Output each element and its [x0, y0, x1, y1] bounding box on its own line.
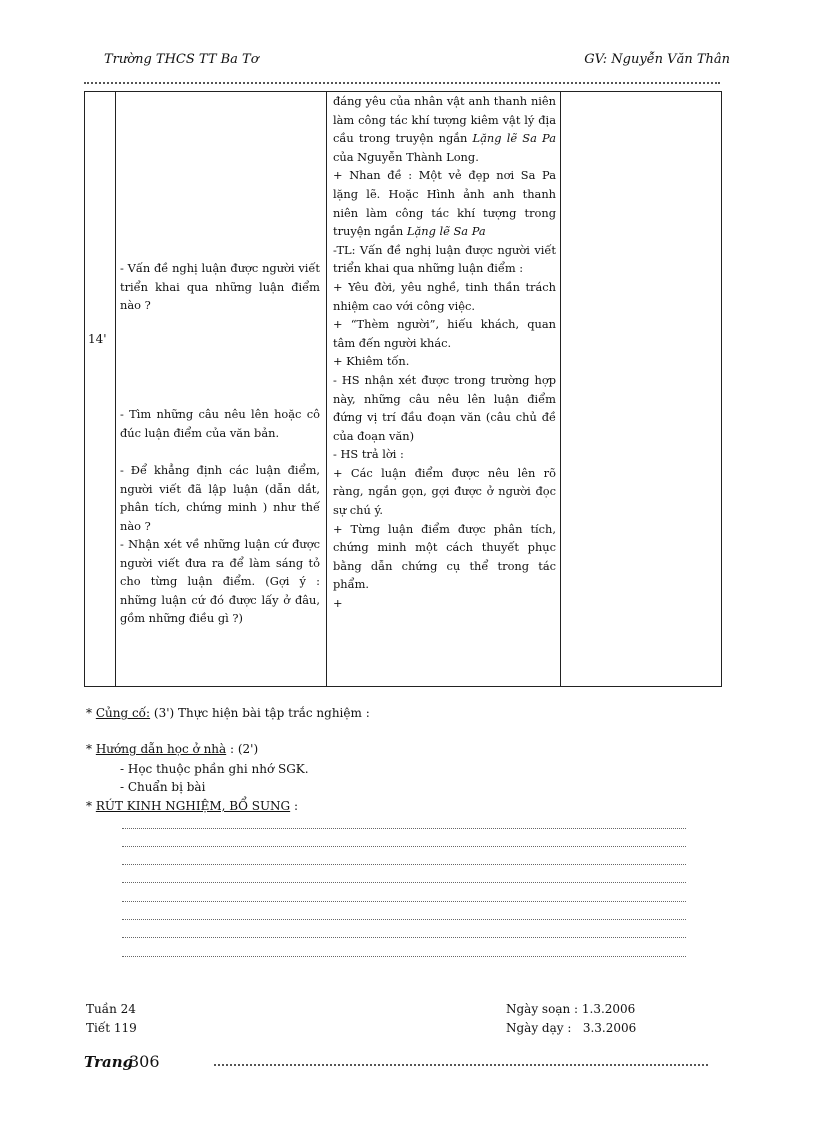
writing-line — [122, 882, 686, 883]
writing-line — [122, 919, 686, 920]
student-paragraph-2: + Nhan đề : Một vẻ đẹp nơi Sa Pa lặng lẽ. Hoặc Hình ảnh anh thanh niên làm công tác khí tượng trong truyện ngắn Lặng lẽ Sa Pa — [333, 168, 556, 239]
student-line: - HS nhận xét được trong trường hợp này, những câu nêu lên luận điểm đứng vị trí đầu đoạn văn (câu chủ đề của đoạn văn) — [333, 372, 556, 443]
cungco-section: * Củng cố: (3') Thực hiện bài tập trắc nghiệm : — [86, 706, 370, 720]
lesson-table — [84, 91, 722, 687]
question-3: - Để khẳng định các luận điểm, người viết đã lập luận (dẫn dắt, phân tích, chứng minh ) như thế nào ? — [120, 463, 320, 533]
writing-line — [122, 828, 686, 829]
student-activity-cell — [327, 92, 561, 687]
student-line: -TL: Vấn đề nghị luận được người viết triển khai qua những luận điểm : — [333, 242, 556, 276]
student-line: + — [333, 596, 343, 611]
writing-line — [122, 864, 686, 865]
question-1: - Vấn đề nghị luận được người viết triển khai qua những luận điểm nào ? — [120, 261, 320, 313]
homework-item: - Chuẩn bị bài — [120, 780, 206, 794]
teach-date: Ngày dạy : 3.3.2006 — [506, 1021, 637, 1035]
header-divider — [84, 82, 720, 84]
week: Tuần 24 — [86, 1002, 136, 1016]
question-2: - Tìm những câu nêu lên hoặc cô đúc luận điểm của văn bản. — [120, 407, 320, 440]
experience-label: RÚT KINH NGHIỆM, BỔ SUNG — [95, 799, 291, 813]
page-label: Trang — [84, 1053, 134, 1071]
teacher-activity-cell — [116, 92, 327, 687]
writing-line — [122, 901, 686, 902]
student-line: + Các luận điểm được nêu lên rõ ràng, ngắn gọn, gợi được ở người đọc sự chú ý. — [333, 465, 556, 518]
student-line: - HS trả lời : — [333, 447, 404, 462]
writing-line — [122, 937, 686, 938]
student-line: + “Thèm người”, hiếu khách, quan tâm đến người khác. — [333, 317, 556, 350]
footer-divider — [214, 1064, 708, 1066]
prep-date: Ngày soạn : 1.3.2006 — [506, 1002, 636, 1016]
student-line: + Từng luận điểm được phân tích, chứng minh một cách thuyết phục bằng dẫn chứng cụ thể trong tác phẩm. — [333, 521, 556, 592]
notes-cell — [561, 92, 722, 687]
question-4: - Nhận xét về những luận cứ được người viết đưa ra để làm sáng tỏ cho từng luận điểm. (Gợi ý : những luận cứ đó được lấy ở đâu, gồm những điều gì ?) — [120, 537, 320, 626]
student-paragraph-1: đáng yêu của nhân vật anh thanh niên làm công tác khí tượng kiêm vật lý địa cầu trong truyện ngắn Lặng lẽ Sa Pa của Nguyễn Thành Long. — [333, 94, 556, 164]
writing-line — [122, 956, 686, 957]
writing-line — [122, 846, 686, 847]
student-line: + Khiêm tốn. — [333, 354, 410, 369]
work-title: Lặng lẽ Sa Pa — [472, 131, 556, 146]
homework-label: Hướng dẫn học ở nhà — [95, 742, 227, 756]
time-value: 14' — [88, 332, 107, 346]
experience-section: * RÚT KINH NGHIỆM, BỔ SUNG : — [86, 799, 298, 813]
homework-section: * Hướng dẫn học ở nhà : (2') — [86, 742, 259, 756]
time-cell — [85, 92, 116, 687]
period: Tiết 119 — [86, 1021, 137, 1035]
school-name: Trường THCS TT Ba Tơ — [104, 52, 259, 67]
page-number: 306 — [129, 1052, 160, 1071]
homework-item: - Học thuộc phần ghi nhớ SGK. — [120, 762, 309, 776]
teacher-name: GV: Nguyễn Văn Thân — [584, 52, 730, 67]
student-line: + Yêu đời, yêu nghề, tinh thần trách nhiệm cao với công việc. — [333, 279, 556, 313]
cungco-label: Củng cố: — [95, 706, 151, 720]
work-title: Lặng lẽ Sa Pa — [406, 224, 486, 239]
